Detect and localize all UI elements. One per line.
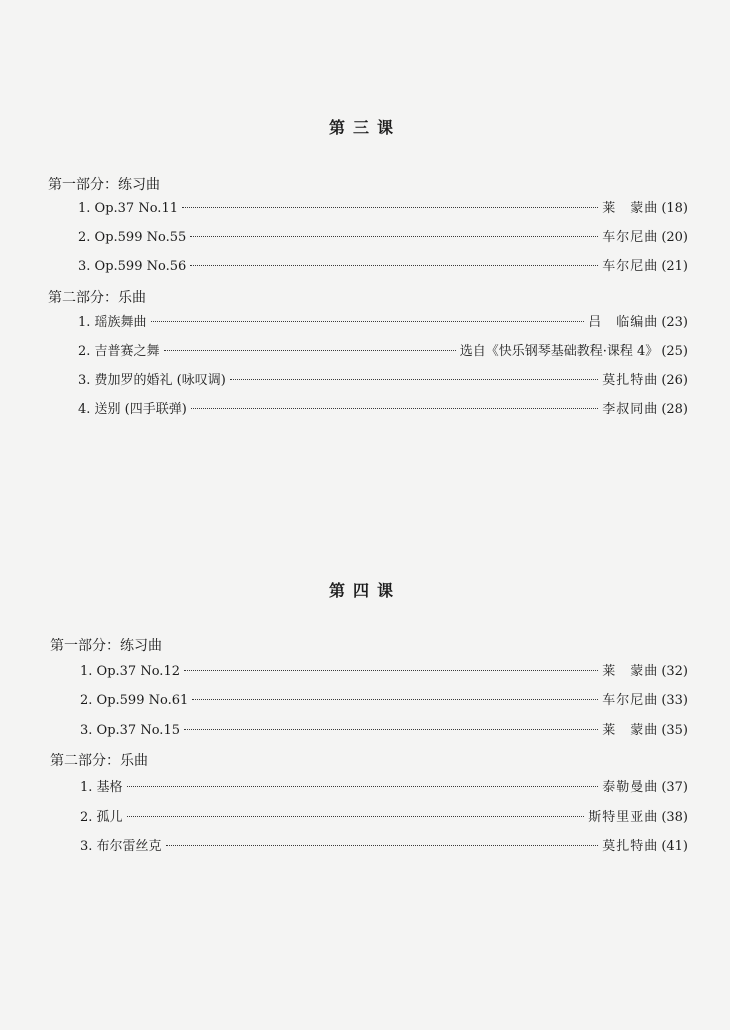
entry-page-number: (26): [661, 373, 688, 388]
toc-entry[interactable]: [78, 229, 688, 247]
dot-leader: [190, 265, 598, 266]
entry-title: 4. 送别 (四手联弹): [78, 402, 187, 417]
dot-leader: [184, 729, 598, 730]
entry-title: 3. Op.599 No.56: [78, 259, 187, 274]
entry-page-number: (20): [661, 230, 688, 245]
dot-leader: [184, 670, 598, 671]
entry-title: 2. Op.599 No.61: [80, 693, 189, 708]
toc-entry[interactable]: [78, 401, 688, 419]
toc-entry[interactable]: [78, 258, 688, 276]
dot-leader: [127, 816, 585, 817]
entry-title: 2. 孤儿: [80, 810, 123, 825]
entry-page-number: (23): [661, 315, 688, 330]
toc-entry[interactable]: [78, 314, 688, 332]
entry-composer: 莱 蒙曲: [602, 201, 659, 216]
part-heading: 第一部分：练习曲: [48, 177, 160, 193]
entry-page-number: (35): [661, 723, 688, 738]
part-heading: 第二部分：乐曲: [50, 753, 148, 769]
toc-entry[interactable]: [80, 722, 688, 740]
dot-leader: [182, 207, 598, 208]
entry-title: 1. Op.37 No.11: [78, 201, 178, 216]
dot-leader: [190, 236, 598, 237]
part-heading: 第一部分：练习曲: [50, 638, 162, 654]
entry-composer: 选自《快乐钢琴基础教程·课程 4》: [459, 344, 659, 359]
entry-composer: 莱 蒙曲: [602, 664, 659, 679]
dot-leader: [151, 321, 585, 322]
entry-page-number: (33): [661, 693, 688, 708]
toc-entry[interactable]: [80, 692, 688, 710]
entry-composer: 车尔尼曲: [602, 230, 659, 245]
entry-composer: 车尔尼曲: [602, 693, 659, 708]
toc-entry[interactable]: [78, 200, 688, 218]
entry-title: 1. 瑶族舞曲: [78, 315, 147, 330]
entry-title: 1. 基格: [80, 780, 123, 795]
entry-title: 1. Op.37 No.12: [80, 664, 180, 679]
entry-composer: 斯特里亚曲: [588, 810, 659, 825]
toc-entry[interactable]: [78, 372, 688, 390]
toc-entry[interactable]: [80, 809, 688, 827]
entry-composer: 车尔尼曲: [602, 259, 659, 274]
toc-entry[interactable]: [80, 838, 688, 856]
entry-composer: 莱 蒙曲: [602, 723, 659, 738]
lesson-title: 第三课: [328, 118, 401, 137]
entry-title: 3. 布尔雷丝克: [80, 839, 162, 854]
lesson-title: 第四课: [328, 581, 401, 600]
entry-page-number: (28): [661, 402, 688, 417]
toc-entry[interactable]: [78, 343, 688, 361]
entry-composer: 莫扎特曲: [602, 839, 659, 854]
entry-page-number: (25): [661, 344, 688, 359]
dot-leader: [164, 350, 456, 351]
toc-entry[interactable]: [80, 779, 688, 797]
entry-title: 3. Op.37 No.15: [80, 723, 180, 738]
entry-page-number: (18): [661, 201, 688, 216]
entry-page-number: (32): [661, 664, 688, 679]
entry-title: 3. 费加罗的婚礼 (咏叹调): [78, 373, 226, 388]
part-heading: 第二部分：乐曲: [48, 290, 146, 306]
dot-leader: [192, 699, 598, 700]
dot-leader: [166, 845, 599, 846]
entry-page-number: (38): [661, 810, 688, 825]
dot-leader: [127, 786, 599, 787]
entry-title: 2. Op.599 No.55: [78, 230, 187, 245]
dot-leader: [191, 408, 598, 409]
entry-composer: 泰勒曼曲: [602, 780, 659, 795]
entry-composer: 吕 临编曲: [588, 315, 659, 330]
entry-composer: 李叔同曲: [602, 402, 659, 417]
entry-page-number: (21): [661, 259, 688, 274]
entry-page-number: (41): [661, 839, 688, 854]
entry-title: 2. 吉普赛之舞: [78, 344, 160, 359]
entry-composer: 莫扎特曲: [602, 373, 659, 388]
dot-leader: [230, 379, 598, 380]
entry-page-number: (37): [661, 780, 688, 795]
toc-entry[interactable]: [80, 663, 688, 681]
